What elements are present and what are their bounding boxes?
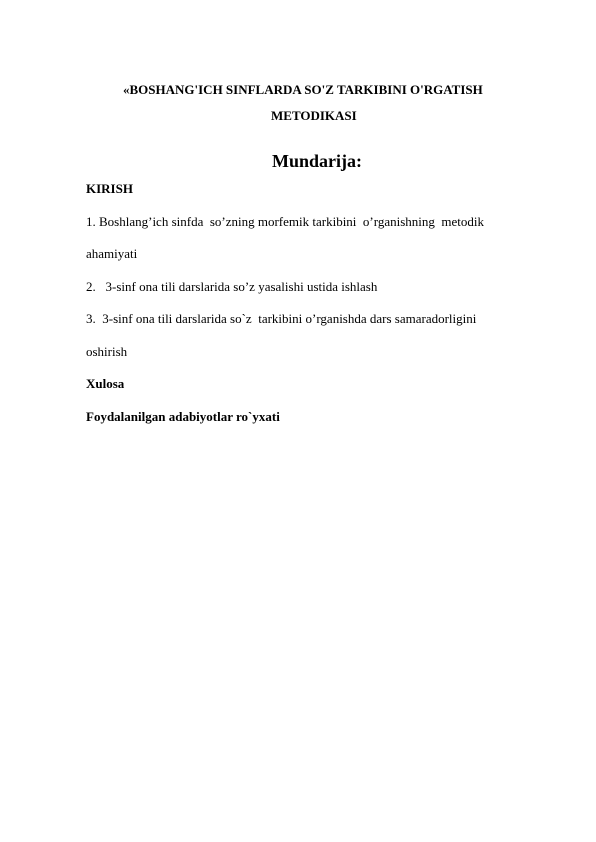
toc-item-references: Foydalanilgan adabiyotlar ro`yxati — [86, 409, 280, 424]
toc-item-1-line-2: ahamiyati — [86, 246, 138, 261]
document-title-line-2: METODIKASI — [271, 108, 357, 123]
toc-item-xulosa: Xulosa — [86, 376, 125, 391]
toc-item-3-line-1: 3. 3-sinf ona tili darslarida so`z tarkibini o’rganishda dars samaradorligini — [86, 311, 477, 326]
contents-heading: Mundarija: — [272, 151, 362, 171]
toc-item-kirish: KIRISH — [86, 181, 133, 196]
toc-item-2: 2. 3-sinf ona tili darslarida so’z yasalishi ustida ishlash — [86, 279, 378, 294]
toc-item-1-line-1: 1. Boshlang’ich sinfda so’zning morfemik tarkibini o’rganishning metodik — [86, 214, 485, 229]
toc-item-3-line-2: oshirish — [86, 344, 128, 359]
document-title-line-1: «BOSHANG'ICH SINFLARDA SO'Z TARKIBINI O'RGATISH — [123, 82, 483, 97]
